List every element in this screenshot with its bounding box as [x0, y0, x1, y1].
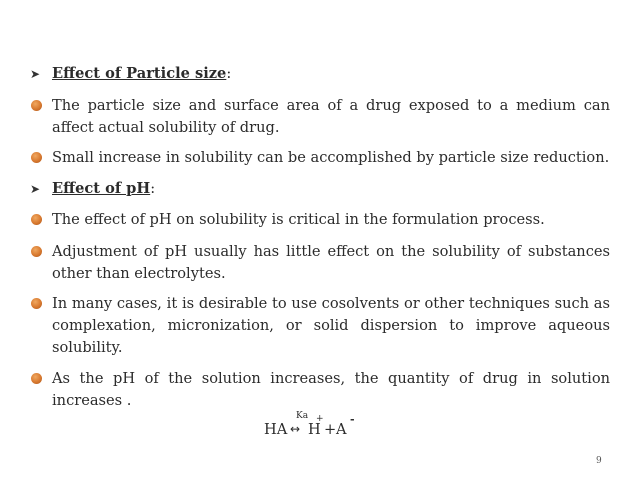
bullet-particle-size-reduction	[30, 147, 610, 169]
dot-bullet-icon	[31, 152, 42, 163]
arrow-bullet-icon: ➤	[30, 182, 41, 196]
heading-label: Effect of pH	[52, 180, 151, 197]
equation-constant: Ka	[296, 411, 309, 421]
equation-anion-charge: -	[350, 413, 355, 426]
bullet-text: The effect of pH on solubility is critical in the formulation process.	[52, 211, 545, 228]
bullet-text: In many cases, it is desirable to use cosolvents or other techniques such as complexation, micronization, or solid dispersion to improve aqueous solubility.	[52, 295, 610, 356]
heading-label: Effect of Particle size	[52, 65, 227, 82]
dot-bullet-icon	[31, 100, 42, 111]
bullet-text: As the pH of the solution increases, the quantity of drug in solution increases .	[52, 370, 610, 409]
heading-ph	[30, 178, 610, 200]
dissociation-equation	[264, 413, 384, 443]
equation-anion: A	[336, 421, 347, 438]
page-number: 9	[596, 456, 602, 466]
heading-colon: :	[226, 65, 232, 82]
heading-particle-size	[30, 63, 610, 85]
equilibrium-arrow-icon: ↔	[290, 422, 301, 436]
bullet-cosolvents	[30, 293, 610, 359]
bullet-text: Adjustment of pH usually has little effect on the solubility of substances other than electrolytes.	[52, 243, 610, 282]
dot-bullet-icon	[31, 373, 42, 384]
bullet-ph-critical	[30, 209, 610, 231]
equation-reactant: HA	[264, 421, 288, 438]
bullet-ph-adjustment	[30, 241, 610, 285]
equation-cation-charge: +	[316, 414, 324, 424]
bullet-text: Small increase in solubility can be accomplished by particle size reduction.	[52, 149, 610, 166]
arrow-bullet-icon: ➤	[30, 67, 41, 81]
dot-bullet-icon	[31, 298, 42, 309]
bullet-text: The particle size and surface area of a drug exposed to a medium can affect actual solubility of drug.	[52, 97, 610, 136]
bullet-particle-size-surface-area	[30, 95, 610, 139]
heading-colon: :	[150, 180, 156, 197]
equation-plus: +	[324, 421, 337, 438]
dot-bullet-icon	[31, 246, 42, 257]
bullet-ph-increase	[30, 368, 610, 412]
dot-bullet-icon	[31, 214, 42, 225]
equation-cation: H	[308, 421, 321, 438]
